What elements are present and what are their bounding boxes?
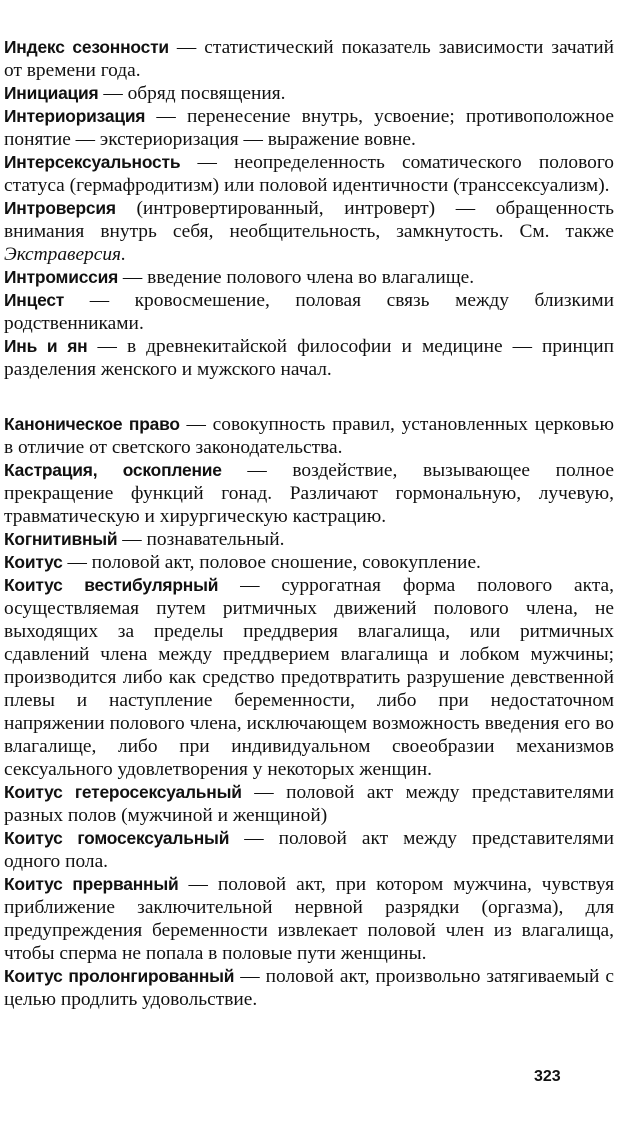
entry-definition: — половой акт, произвольно затягиваемый с целью продлить удовольствие. — [4, 966, 614, 1010]
entry-koitus-vestibulyarnyj — [4, 574, 614, 781]
entry-definition: — половой акт между представителями одного пола. — [4, 828, 615, 872]
entry-definition: — воздействие, вызывающее полное прекращение функций гонад. Различают гормональную, лучевую, травматическую и хирургическую кастрацию. — [4, 460, 614, 527]
entry-koitus-geteroseksualnyj — [4, 781, 614, 827]
entry-term: Коитус гомосексуальный — [4, 828, 230, 848]
entry-interseksualnost — [4, 151, 614, 197]
entry-term: Кастрация, оскопление — [4, 460, 222, 480]
entry-definition: — суррогатная форма полового акта, осуществляемая путем ритмичных движений полового члена, не выходящих за пределы преддверия влагалища, или ритмичных сдавлений члена между преддверием влагалища и лобком мужчины; производится либо как средство предотвратить разрушение девственной плевы и наступление беременности, либо при недостаточном напряжении полового члена, исключающем возможность введения его во влагалище, либо при индивидуальном своеобразии механизмов сексуального удовлетворения у некоторых женщин. — [4, 575, 614, 780]
entry-definition: (интровертированный, интроверт) — обращенность внимания внутрь себя, необщительность, замкнутость. См. также — [4, 198, 614, 242]
entry-koitus-prervannyj — [4, 873, 614, 965]
section-i — [4, 36, 614, 381]
entry-kastraciya — [4, 459, 614, 528]
entry-term: Коитус гетеросексуальный — [4, 782, 242, 802]
entry-definition: — кровосмешение, половая связь между близкими родственниками. — [4, 290, 614, 334]
entry-definition: — введение полового члена во влагалище. — [118, 267, 475, 288]
entry-introversiya — [4, 197, 614, 266]
entry-term: Коитус пролонгированный — [4, 966, 235, 986]
entry-koitus-gomoseksualnyj — [4, 827, 614, 873]
entry-definition: — статистический показатель зависимости зачатий от времени года. — [4, 37, 614, 81]
entry-intromissiya — [4, 266, 614, 289]
entry-kognitivnyj — [4, 528, 614, 551]
page-number: 323 — [534, 1068, 561, 1085]
entry-definition: — половой акт, половое сношение, совокупление. — [62, 552, 481, 573]
entry-in-i-yan — [4, 335, 614, 381]
dictionary-page — [4, 36, 614, 1011]
entry-index-sezonnosti — [4, 36, 614, 82]
entry-incest — [4, 289, 614, 335]
entry-term: Коитус вестибулярный — [4, 575, 219, 595]
entry-definition: — половой акт, при котором мужчина, чувствуя приближение заключительной нервной разрядки (оргазма), для предупреждения беременности извлекает половой член из влагалища, чтобы сперма не попала в половые пути женщины. — [4, 874, 614, 964]
entry-term: Коитус — [4, 552, 63, 572]
entry-term: Коитус прерванный — [4, 874, 179, 894]
entry-term: Инь и ян — [4, 336, 88, 356]
entry-definition: — совокупность правил, установленных церковью в отличие от светского законодательства. — [4, 414, 614, 458]
entry-interiorizaciya — [4, 105, 614, 151]
entry-iniciaciya — [4, 82, 614, 105]
entry-term: Каноническое право — [4, 414, 180, 434]
section-k — [4, 413, 614, 1011]
entry-definition: — познавательный. — [117, 529, 285, 550]
entry-term: Интерсексуальность — [4, 152, 181, 172]
entry-koitus — [4, 551, 614, 574]
cross-reference: Экстраверсия. — [4, 244, 126, 265]
entry-term: Инцест — [4, 290, 65, 310]
entry-definition: — половой акт между представителями разных полов (мужчиной и женщиной) — [4, 782, 615, 826]
entry-term: Индекс сезонности — [4, 37, 169, 57]
entry-koitus-prolongirovannyj — [4, 965, 614, 1011]
section-gap — [4, 381, 614, 413]
entry-term: Интромиссия — [4, 267, 119, 287]
entry-term: Когнитивный — [4, 529, 118, 549]
entry-definition: — обряд посвящения. — [98, 83, 286, 104]
entry-term: Интериоризация — [4, 106, 146, 126]
entry-kanonicheskoe-pravo — [4, 413, 614, 459]
entry-definition: — перенесение внутрь, усвоение; противоположное понятие — экстериоризация — выражение вовне. — [4, 106, 614, 150]
entry-definition: — неопределенность соматического полового статуса (гермафродитизм) или половой идентичности (транссексуализм). — [4, 152, 614, 196]
entry-term: Инициация — [4, 83, 99, 103]
entry-definition: — в древнекитайской философии и медицине — принцип разделения женского и мужского начал. — [4, 336, 614, 380]
entry-term: Интроверсия — [4, 198, 116, 218]
